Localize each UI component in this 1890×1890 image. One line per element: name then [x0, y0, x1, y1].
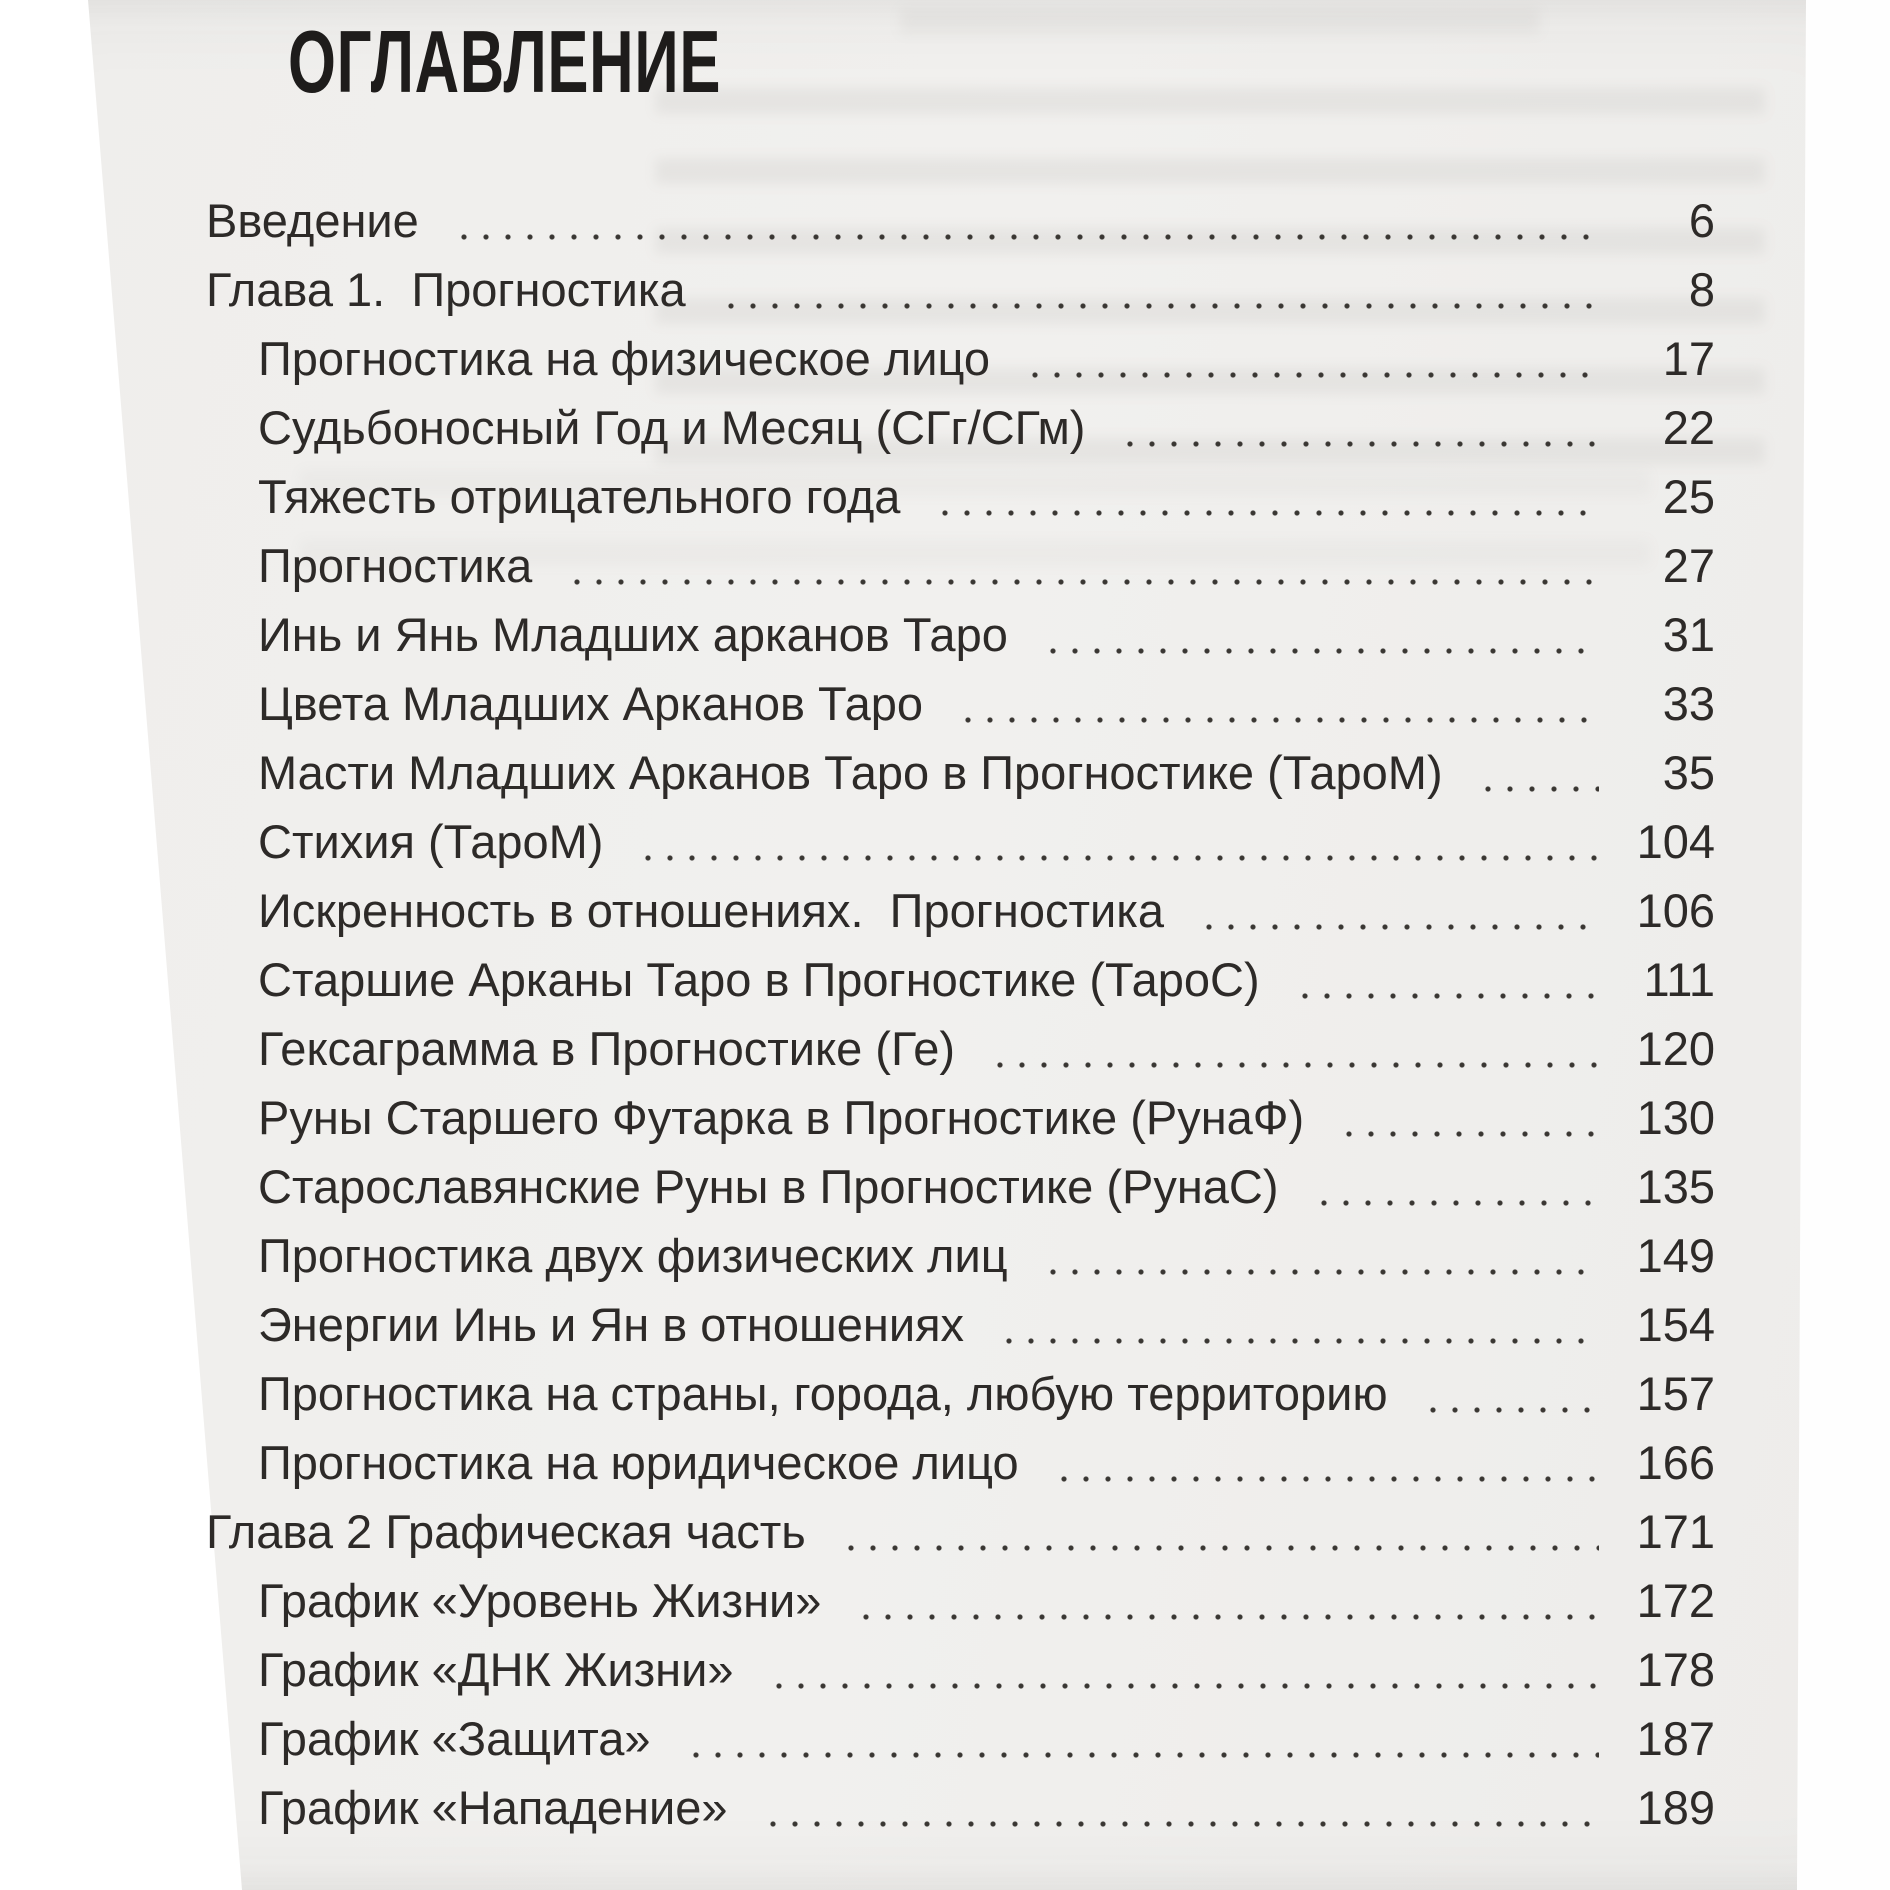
toc-entry-label: Введение	[206, 194, 419, 247]
toc-entry-label: Прогностика на юридическое лицо	[258, 1436, 1019, 1489]
dot-leader	[855, 1566, 1599, 1635]
toc-entry-label: Старославянские Руны в Прогностике (РунаС)	[258, 1160, 1279, 1213]
dot-leader	[762, 1773, 1600, 1842]
page-number: 8	[1688, 263, 1715, 316]
dot-leader	[1042, 1221, 1599, 1290]
page-number: 187	[1636, 1712, 1715, 1765]
dot-leader	[989, 1014, 1599, 1083]
toc-entry-label: Цвета Младших Арканов Таро	[258, 677, 923, 730]
page-number: 166	[1636, 1436, 1715, 1489]
toc-entry	[206, 462, 1715, 531]
dot-leader	[1198, 876, 1599, 945]
toc-entry	[206, 807, 1715, 876]
dot-leader	[1477, 738, 1599, 807]
page-number: 31	[1662, 608, 1715, 661]
dot-leader	[1313, 1152, 1599, 1221]
toc-entry-label: Прогностика двух физических лиц	[258, 1229, 1008, 1282]
toc-entry-label: Гексаграмма в Прогностике (Ге)	[258, 1022, 956, 1075]
toc-entry	[206, 1014, 1715, 1083]
dot-leader	[637, 807, 1599, 876]
toc-entry	[206, 1704, 1715, 1773]
page-number: 171	[1636, 1505, 1715, 1558]
toc-entry	[206, 531, 1715, 600]
toc-entry	[206, 669, 1715, 738]
page-number: 106	[1636, 884, 1715, 937]
toc-entry-label: Судьбоносный Год и Месяц (СГг/СГм)	[258, 401, 1086, 454]
toc-entry-label: Старшие Арканы Таро в Прогностике (ТароС)	[258, 953, 1260, 1006]
dot-leader	[1119, 393, 1599, 462]
toc-entry	[206, 1290, 1715, 1359]
toc-entry-label: Искренность в отношениях. Прогностика	[258, 884, 1164, 937]
toc-list	[206, 186, 1715, 1842]
toc-entry-label: Прогностика на физическое лицо	[258, 332, 991, 385]
page-number: 149	[1636, 1229, 1715, 1282]
toc-entry	[206, 393, 1715, 462]
toc-entry-label: Тяжесть отрицательного года	[258, 470, 901, 523]
toc-entry-label: График «Уровень Жизни»	[258, 1574, 822, 1627]
toc-entry-label: График «Защита»	[258, 1712, 651, 1765]
dot-leader	[453, 186, 1599, 255]
toc-entry-label: Инь и Янь Младших арканов Таро	[258, 608, 1008, 661]
toc-entry	[206, 1083, 1715, 1152]
page-number: 104	[1636, 815, 1715, 868]
dot-leader	[566, 531, 1599, 600]
toc-entry-label: Стихия (ТароМ)	[258, 815, 604, 868]
dot-leader	[720, 255, 1599, 324]
page-number: 130	[1636, 1091, 1715, 1144]
toc-entry-label: Масти Младших Арканов Таро в Прогностике (ТароМ)	[258, 746, 1443, 799]
dot-leader	[957, 669, 1599, 738]
toc-entry-label: Глава 1. Прогностика	[206, 263, 686, 316]
toc-entry-label: График «Нападение»	[258, 1781, 728, 1834]
toc-entry-label: Руны Старшего Футарка в Прогностике (РунаФ)	[258, 1091, 1305, 1144]
page-number: 120	[1636, 1022, 1715, 1075]
page-number: 172	[1636, 1574, 1715, 1627]
toc-entry-label: Глава 2 Графическая часть	[206, 1505, 806, 1558]
dot-leader	[1024, 324, 1599, 393]
page-number: 22	[1662, 401, 1715, 454]
toc-entry	[206, 1152, 1715, 1221]
toc-entry-label: Прогностика	[258, 539, 533, 592]
dot-leader	[1042, 600, 1599, 669]
page-number: 33	[1662, 677, 1715, 730]
toc-entry	[206, 1497, 1715, 1566]
toc-entry	[206, 1221, 1715, 1290]
toc-entry	[206, 600, 1715, 669]
toc-entry	[206, 186, 1715, 255]
toc-entry	[206, 1359, 1715, 1428]
page-number: 111	[1643, 953, 1715, 1006]
dot-leader	[685, 1704, 1599, 1773]
page-number: 25	[1662, 470, 1715, 523]
page-number: 6	[1688, 194, 1715, 247]
dot-leader	[768, 1635, 1599, 1704]
dot-leader	[1294, 945, 1599, 1014]
page-number: 35	[1662, 746, 1715, 799]
dot-leader	[934, 462, 1599, 531]
toc-entry	[206, 255, 1715, 324]
toc-entry	[206, 324, 1715, 393]
page-number: 154	[1636, 1298, 1715, 1351]
toc-entry-label: Прогностика на страны, города, любую территорию	[258, 1367, 1388, 1420]
toc-entry-label: Энергии Инь и Ян в отношениях	[258, 1298, 965, 1351]
toc-title: ОГЛАВЛЕНИЕ	[288, 12, 722, 111]
page-number: 178	[1636, 1643, 1715, 1696]
dot-leader	[1338, 1083, 1599, 1152]
page-number: 17	[1662, 332, 1715, 385]
page-number: 157	[1636, 1367, 1715, 1420]
toc-entry-label: График «ДНК Жизни»	[258, 1643, 734, 1696]
dot-leader	[840, 1497, 1599, 1566]
toc-entry	[206, 1566, 1715, 1635]
dot-leader	[998, 1290, 1599, 1359]
dot-leader	[1422, 1359, 1599, 1428]
toc-entry	[206, 1773, 1715, 1842]
toc-entry	[206, 1635, 1715, 1704]
toc-entry	[206, 876, 1715, 945]
dot-leader	[1053, 1428, 1599, 1497]
page-number: 189	[1636, 1781, 1715, 1834]
page-number: 135	[1636, 1160, 1715, 1213]
toc-entry	[206, 945, 1715, 1014]
toc-entry	[206, 1428, 1715, 1497]
toc-entry	[206, 738, 1715, 807]
page-number: 27	[1662, 539, 1715, 592]
